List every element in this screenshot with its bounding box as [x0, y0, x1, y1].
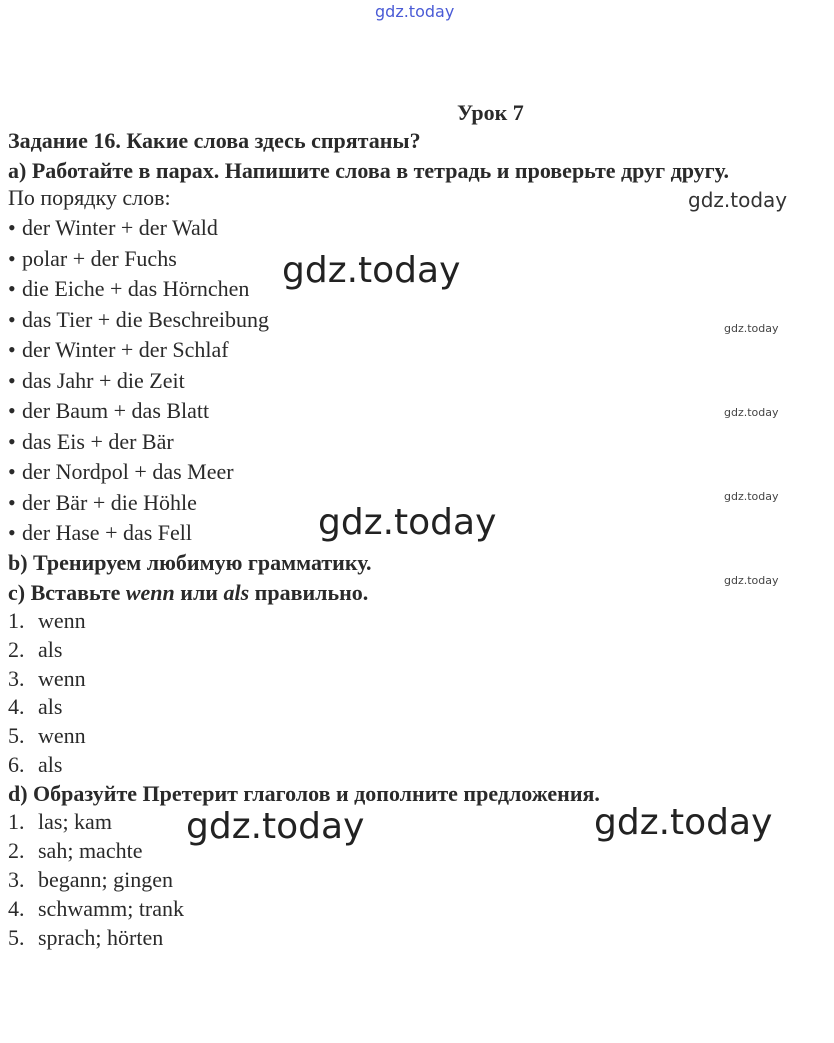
part-c-heading: с) Вставьте wenn или als правильно. [8, 580, 369, 605]
watermark: gdz.today [186, 806, 365, 847]
list-item: • die Eiche + das Hörnchen [8, 276, 250, 301]
bullet: • [8, 276, 16, 301]
order-label: По порядку слов: [8, 185, 171, 210]
list-item: 3. wenn [8, 666, 86, 691]
bullet: • [8, 368, 16, 393]
list-item: • der Hase + das Fell [8, 520, 193, 545]
watermark-top: gdz.today [375, 2, 455, 21]
list-item: • der Baum + das Blatt [8, 398, 210, 423]
list-item: • der Winter + der Schlaf [8, 337, 229, 362]
watermark: gdz.today [724, 322, 779, 335]
watermark: gdz.today [724, 574, 779, 587]
bullet: • [8, 490, 16, 515]
bullet: • [8, 246, 16, 271]
bullet: • [8, 520, 16, 545]
list-item: 2. als [8, 637, 63, 662]
bullet: • [8, 429, 16, 454]
bullet: • [8, 215, 16, 240]
list-item: • das Eis + der Bär [8, 429, 174, 454]
watermark: gdz.today [724, 490, 779, 503]
watermark: gdz.today [282, 250, 461, 291]
list-item: • das Jahr + die Zeit [8, 368, 185, 393]
watermark: gdz.today [594, 802, 773, 843]
list-item: 1. las; kam [8, 809, 112, 834]
list-item: 5. sprach; hörten [8, 925, 164, 950]
watermark: gdz.today [724, 406, 779, 419]
list-item: • der Winter + der Wald [8, 215, 218, 240]
part-d-heading: d) Образуйте Претерит глаголов и дополните предложения. [8, 781, 600, 806]
list-item: 5. wenn [8, 723, 86, 748]
list-item: • der Nordpol + das Meer [8, 459, 234, 484]
list-item: 1. wenn [8, 608, 86, 633]
part-b-heading: b) Тренируем любимую грамматику. [8, 550, 372, 575]
bullet: • [8, 307, 16, 332]
list-item: 4. schwamm; trank [8, 896, 185, 921]
list-item: 6. als [8, 752, 63, 777]
list-item: 2. sah; machte [8, 838, 143, 863]
watermark: gdz.today [318, 502, 497, 543]
list-item: • der Bär + die Höhle [8, 490, 197, 515]
lesson-title: Урок 7 [457, 100, 524, 125]
list-item: 4. als [8, 694, 63, 719]
task-heading: Задание 16. Какие слова здесь спрятаны? [8, 128, 421, 153]
watermark: gdz.today [688, 188, 788, 212]
bullet: • [8, 337, 16, 362]
bullet: • [8, 459, 16, 484]
bullet: • [8, 398, 16, 423]
list-item: • polar + der Fuchs [8, 246, 177, 271]
list-item: • das Tier + die Beschreibung [8, 307, 270, 332]
list-item: 3. begann; gingen [8, 867, 174, 892]
part-a-instruction: а) Работайте в парах. Напишите слова в тетрадь и проверьте друг другу. [8, 158, 729, 183]
